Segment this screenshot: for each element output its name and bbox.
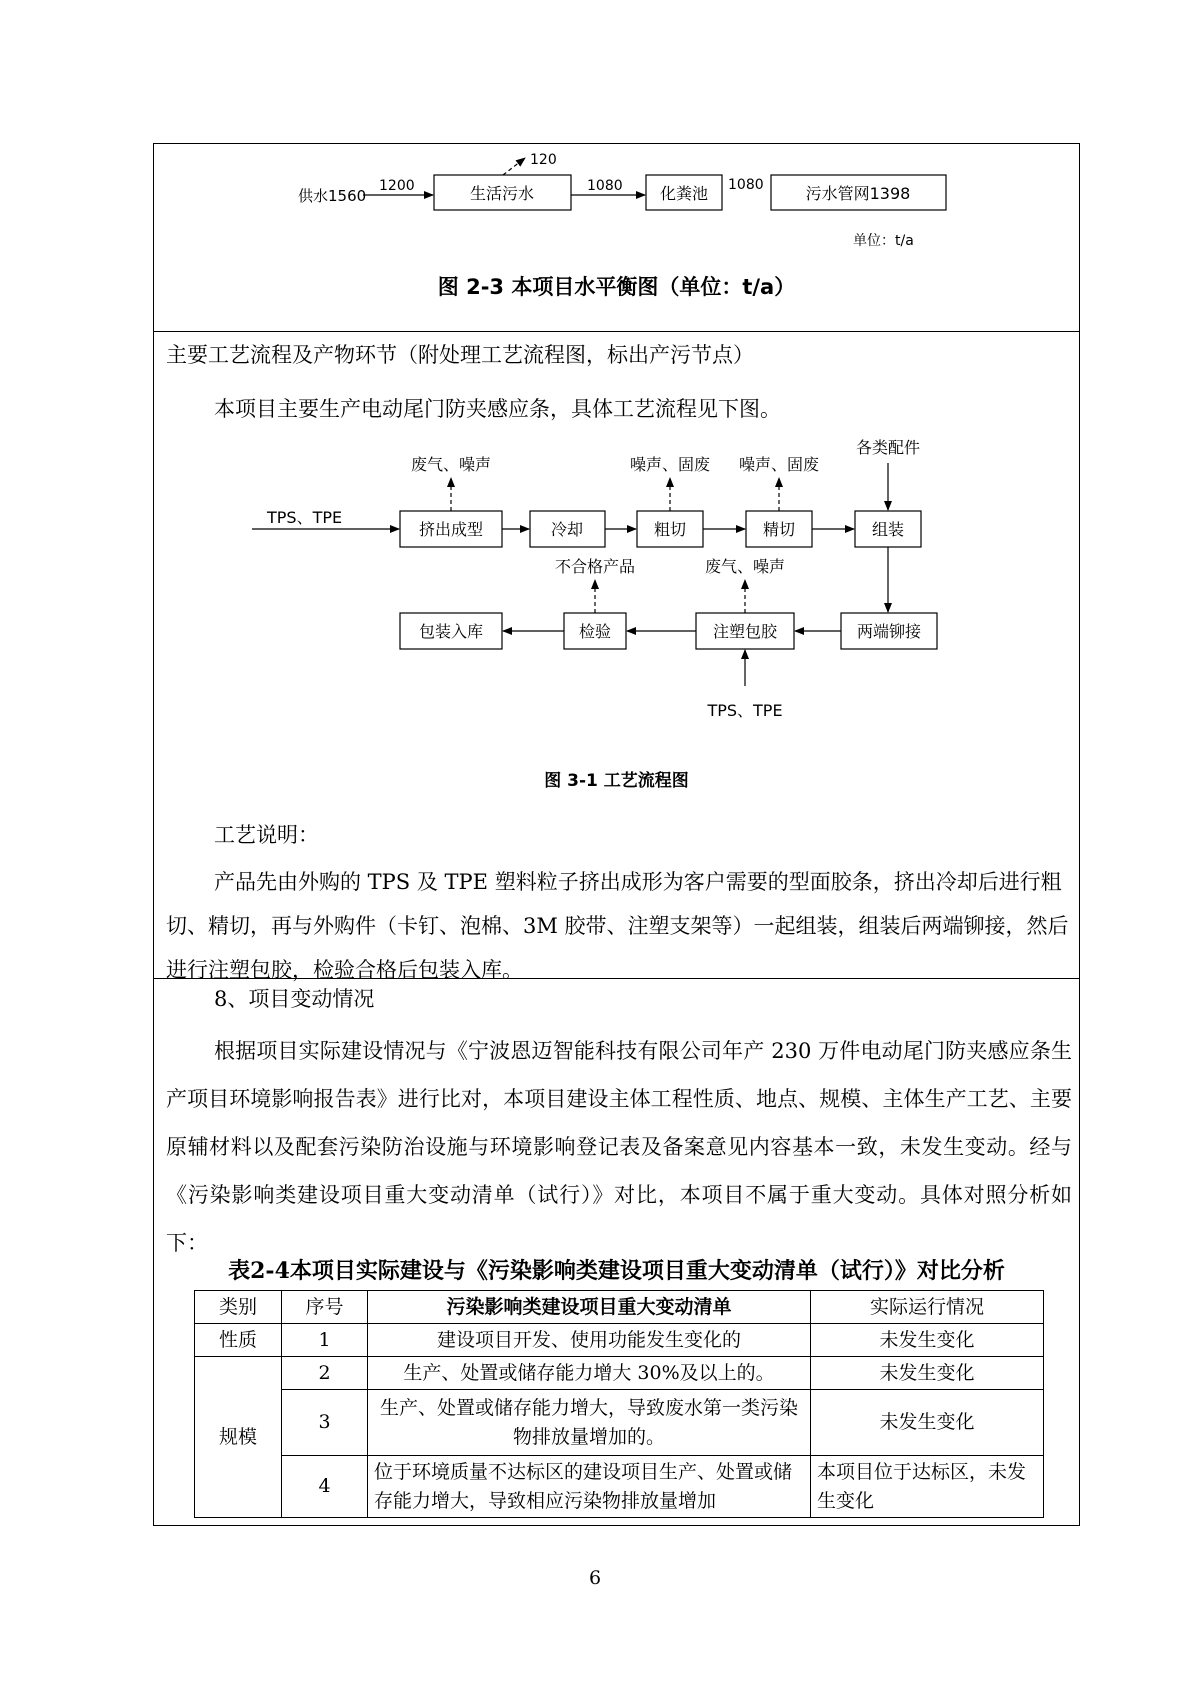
output-fine-cut: 噪声、固废 bbox=[738, 455, 820, 474]
process-caption: 图 3-1 工艺流程图 bbox=[544, 771, 689, 791]
page-number: 6 bbox=[588, 1567, 602, 1589]
table-row bbox=[195, 1324, 1044, 1357]
step-overmolding: 注塑包胶 bbox=[712, 622, 778, 641]
supply-label: 供水1560 bbox=[298, 187, 367, 205]
step-inspection: 检验 bbox=[578, 622, 612, 641]
flow-out-label: 1080 bbox=[728, 177, 764, 193]
row-status: 本项目位于达标区，未发生变化 bbox=[811, 1456, 1044, 1518]
process-desc-body: 产品先由外购的 TPS 及 TPE 塑料粒子挤出成形为客户需要的型面胶条，挤出冷却后进行粗切、精切，再与外购件（卡钉、泡棉、3M 胶带、注塑支架等）一起组装，组装后两端铆接，然后进行注塑包胶，检验合格后包装入库。 bbox=[166, 870, 1069, 982]
row-status: 未发生变化 bbox=[811, 1390, 1044, 1456]
input-top: TPS、TPE bbox=[267, 508, 343, 527]
flow-mid-label: 1080 bbox=[587, 178, 623, 194]
change-body: 根据项目实际建设情况与《宁波恩迈智能科技有限公司年产 230 万件电动尾门防夹感应条生产项目环境影响报告表》进行比对，本项目建设主体工程性质、地点、规模、主体生产工艺、主要原辅材料以及配套污染防治设施与环境影响登记表及备案意见内容基本一致，未发生变动。经与《污染影响类建设项目重大变动清单（试行）》对比，本项目不属于重大变动。具体对照分析如下： bbox=[166, 1039, 1072, 1255]
header-item: 污染影响类建设项目重大变动清单 bbox=[368, 1291, 811, 1324]
output-inspection: 不合格产品 bbox=[554, 557, 636, 576]
row-item: 建设项目开发、使用功能发生变化的 bbox=[368, 1324, 811, 1357]
table-row bbox=[195, 1390, 1044, 1456]
input-parts: 各类配件 bbox=[855, 438, 921, 457]
septic-tank-label: 化粪池 bbox=[659, 184, 709, 203]
change-comparison-table bbox=[194, 1290, 1044, 1518]
loss-label: 120 bbox=[530, 152, 557, 168]
table-row bbox=[195, 1357, 1044, 1390]
row-no: 4 bbox=[282, 1456, 368, 1518]
step-fine-cut: 精切 bbox=[762, 520, 796, 539]
step-cooling: 冷却 bbox=[550, 520, 584, 539]
header-no: 序号 bbox=[282, 1291, 368, 1324]
row-status: 未发生变化 bbox=[811, 1357, 1044, 1390]
process-desc-heading: 工艺说明： bbox=[214, 823, 319, 847]
row-no: 2 bbox=[282, 1357, 368, 1390]
output-extrusion: 废气、噪声 bbox=[410, 455, 492, 474]
step-assembly: 组装 bbox=[871, 520, 905, 539]
step-riveting: 两端铆接 bbox=[856, 622, 922, 641]
domestic-sewage-label: 生活污水 bbox=[469, 184, 535, 203]
row-no: 3 bbox=[282, 1390, 368, 1456]
step-packaging: 包装入库 bbox=[418, 622, 484, 641]
water-balance-caption: 图 2-3 本项目水平衡图（单位：t/a） bbox=[437, 275, 796, 299]
row-category: 性质 bbox=[195, 1324, 282, 1357]
output-rough-cut: 噪声、固废 bbox=[629, 455, 711, 474]
process-intro: 本项目主要生产电动尾门防夹感应条，具体工艺流程见下图。 bbox=[214, 397, 781, 421]
unit-label: 单位：t/a bbox=[853, 233, 914, 249]
step-rough-cut: 粗切 bbox=[653, 520, 687, 539]
row-item: 生产、处置或储存能力增大 30%及以上的。 bbox=[368, 1357, 811, 1390]
row-item: 生产、处置或储存能力增大，导致废水第一类污染物排放量增加的。 bbox=[368, 1390, 811, 1456]
table-title: 表2-4本项目实际建设与《污染影响类建设项目重大变动清单（试行）》对比分析 bbox=[228, 1258, 1005, 1284]
change-heading: 8、项目变动情况 bbox=[214, 987, 375, 1011]
header-status: 实际运行情况 bbox=[811, 1291, 1044, 1324]
process-heading: 主要工艺流程及产物环节（附处理工艺流程图，标出产污节点） bbox=[166, 343, 754, 367]
output-overmolding: 废气、噪声 bbox=[704, 557, 786, 576]
row-no: 1 bbox=[282, 1324, 368, 1357]
table-row bbox=[195, 1456, 1044, 1518]
step-extrusion: 挤出成型 bbox=[418, 520, 484, 539]
row-item: 位于环境质量不达标区的建设项目生产、处置或储存能力增大，导致相应污染物排放量增加 bbox=[368, 1456, 811, 1518]
header-category: 类别 bbox=[195, 1291, 282, 1324]
loss-arrow bbox=[503, 158, 525, 175]
flow-in-label: 1200 bbox=[379, 178, 415, 194]
process-flow-diagram bbox=[153, 430, 1080, 730]
table-header-row bbox=[195, 1291, 1044, 1324]
row-status: 未发生变化 bbox=[811, 1324, 1044, 1357]
sewer-network-label: 污水管网1398 bbox=[805, 184, 911, 203]
row-category: 规模 bbox=[195, 1357, 282, 1518]
input-bottom: TPS、TPE bbox=[707, 701, 783, 720]
